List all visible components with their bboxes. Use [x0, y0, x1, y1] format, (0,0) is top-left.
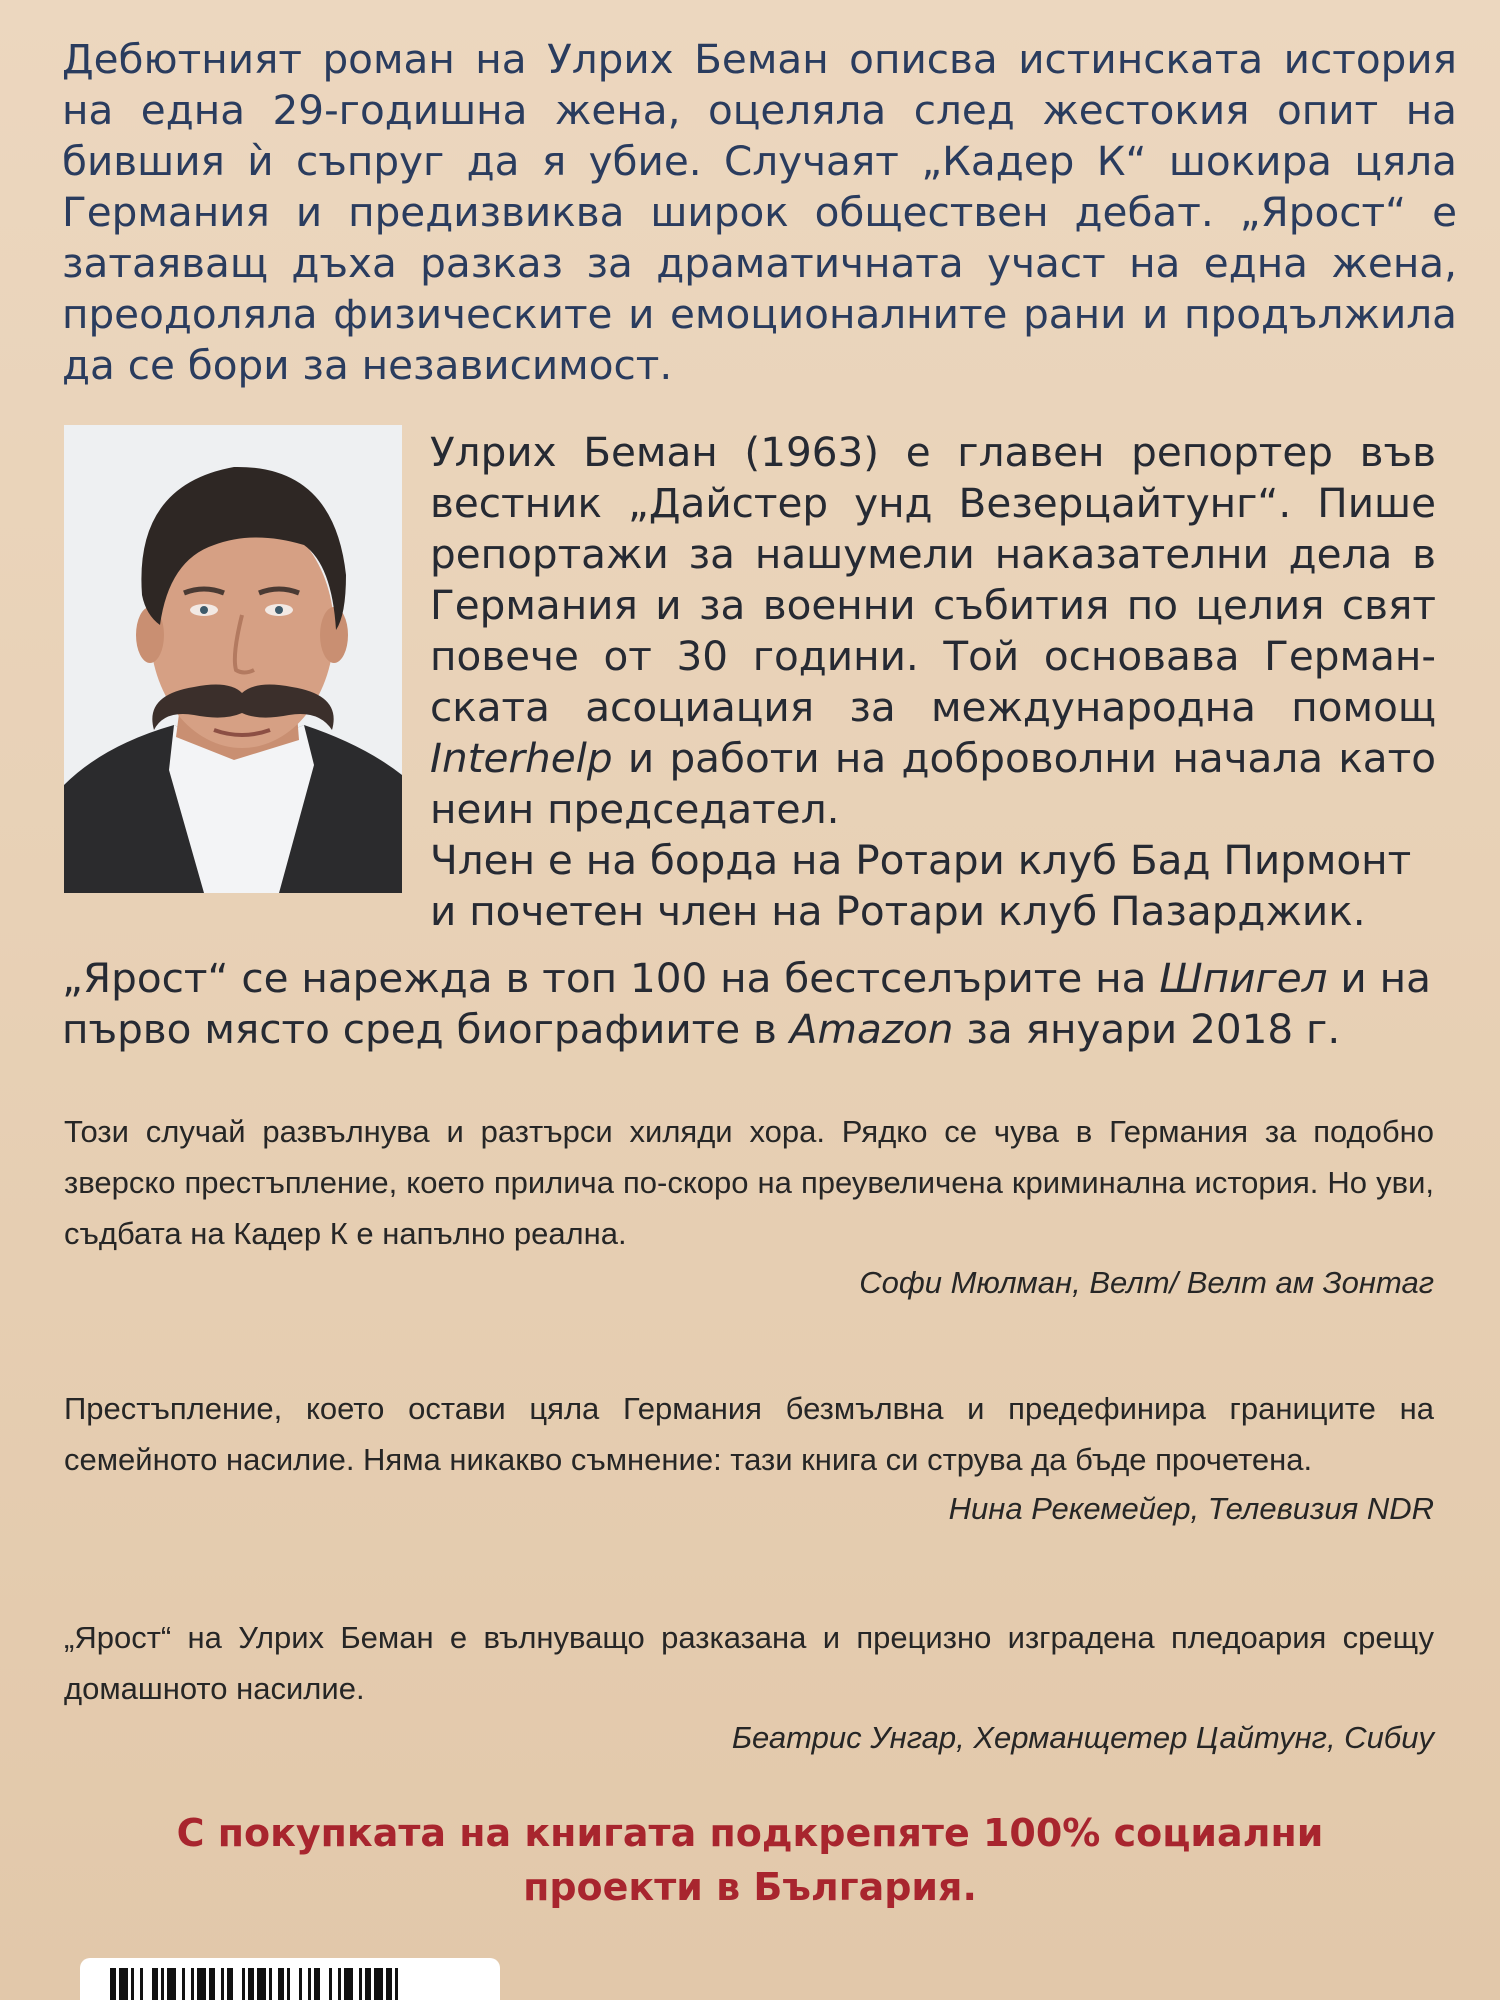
barcode-bar [191, 1968, 194, 2000]
barcode-bar [257, 1968, 266, 2000]
barcode-bar [182, 1968, 185, 2000]
review-source: Софи Мюлман, Велт/ Велт ам Зонтаг [859, 1265, 1434, 1300]
spiegel-name: Шпигел [1159, 954, 1328, 1002]
barcode-bar [227, 1968, 233, 2000]
author-rotary: Член е на борда на Ротари клуб Бад Пирмонт и почетен член на Ротари клуб Пазарджик. [430, 836, 1412, 935]
review-source: Нина Рекемейер, Телевизия NDR [948, 1491, 1434, 1526]
cta-line-2: проекти в България. [523, 1865, 977, 1909]
barcode-bar [119, 1968, 128, 2000]
barcode-bar [329, 1968, 332, 2000]
barcode-bar [131, 1968, 134, 2000]
barcode-bar [221, 1968, 224, 2000]
barcode-bar [344, 1968, 353, 2000]
ranking-part3: за януари 2018 г. [953, 1005, 1341, 1053]
author-photo [64, 425, 402, 893]
barcode-bar [197, 1968, 206, 2000]
barcode [80, 1958, 500, 2000]
review-2 [64, 1383, 1434, 1531]
review-quote: Престъпление, което остави цяла Германия безмълвна и предефинира границите на семейното насилие. Няма никакво съмнение: тази книга си струва да бъде прочетена. [64, 1391, 1434, 1477]
barcode-bar [314, 1968, 320, 2000]
barcode-bar [287, 1968, 290, 2000]
barcode-bar [152, 1968, 158, 2000]
barcode-bar [374, 1968, 383, 2000]
review-quote: „Ярост“ на Улрих Беман е вълнуващо разказана и прецизно изградена пледоария срещу домашното насилие. [64, 1620, 1434, 1706]
barcode-bar [140, 1968, 143, 2000]
review-quote: Този случай развълнува и разтърси хиляди хора. Рядко се чува в Германия за подобно зверско престъпление, което прилича по-скоро на преувеличена криминална история. Но уви, съдбата на Кадер К е напълно реална. [64, 1114, 1434, 1251]
author-bio-part2: и работи на доброволни начала като неин председател. [430, 734, 1436, 833]
review-1 [64, 1106, 1434, 1305]
ranking-part2: и на първо място сред биографиите в [62, 954, 1431, 1053]
review-3 [64, 1612, 1434, 1760]
barcode-bar [209, 1968, 215, 2000]
author-bio-part1: Улрих Беман (1963) е главен репортер във вестник „Дайстер унд Везерцайтунг“. Пише репортажи за нашумели наказателни дела в Германия и за военни събития по целия свят повече от 30 години. Той основава Германската асоциация за международна помощ [430, 428, 1436, 731]
barcode-bar [278, 1968, 284, 2000]
barcode-bar [167, 1968, 176, 2000]
social-projects-note [0, 1806, 1500, 1914]
ranking-part1: „Ярост“ се нарежда в топ 100 на бестселърите на [62, 954, 1160, 1002]
barcode-bar [386, 1968, 392, 2000]
author-portrait-image [64, 425, 402, 893]
barcode-bar [161, 1968, 164, 2000]
author-bio [430, 427, 1436, 835]
review-source: Беатрис Унгар, Херманщетер Цайтунг, Сибиу [731, 1720, 1434, 1755]
cta-line-1: С покупката на книгата подкрепяте 100% социални [176, 1811, 1324, 1855]
barcode-bar [269, 1968, 272, 2000]
barcode-bar [359, 1968, 362, 2000]
barcode-bar [395, 1968, 398, 2000]
amazon-name: Amazon [789, 1005, 954, 1053]
barcode-bar [338, 1968, 341, 2000]
barcode-bars [110, 1968, 480, 2000]
barcode-bar [110, 1968, 116, 2000]
author-org-name: Interhelp [430, 734, 613, 782]
barcode-bar [308, 1968, 311, 2000]
barcode-bar [248, 1968, 254, 2000]
barcode-bar [365, 1968, 371, 2000]
barcode-bar [299, 1968, 302, 2000]
barcode-bar [242, 1968, 245, 2000]
intro-paragraph: Дебютният роман на Улрих Беман описва истинската история на една 29-годишна жена, оцеляла след жестокия опит на бившия ѝ съпруг да я убие. Случаят „Кадер К“ шокира цяла Германия и предизвиква широк обществен дебат. „Ярост“ е затаяващ дъха разказ за драматичната участ на една жена, преодоляла физическите и емоционалните рани и продължила да се бори за независимост. [62, 35, 1457, 389]
bestseller-note [62, 953, 1462, 1055]
